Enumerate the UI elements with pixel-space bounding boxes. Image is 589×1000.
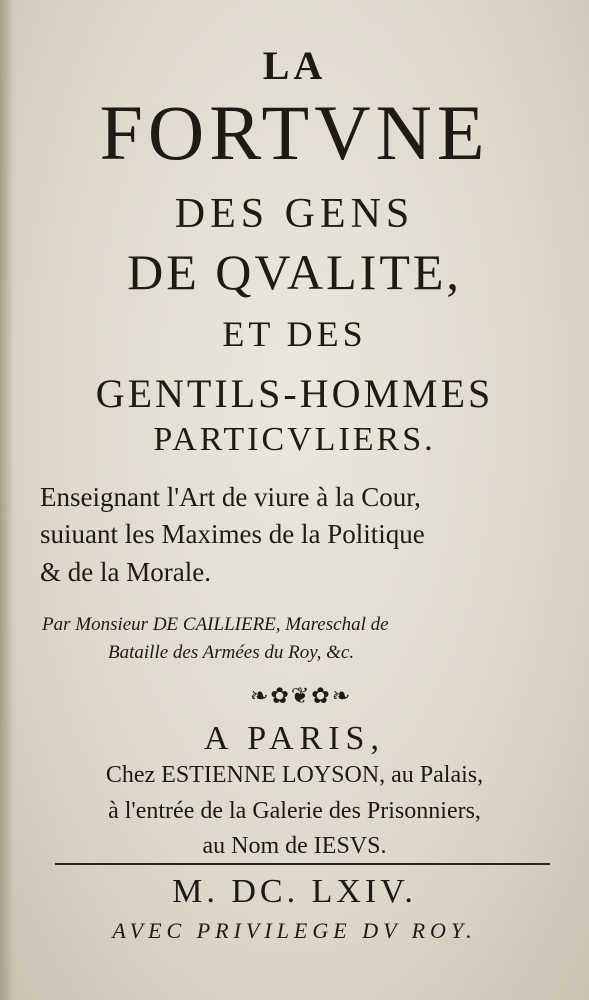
printer-ornament-icon: ❧✿❦✿❧: [250, 683, 353, 708]
title-line-6: GENTILS-HOMMES: [95, 371, 494, 416]
title-line-4: DE QVALITE,: [127, 244, 462, 300]
title-line-3: DES GENS: [174, 191, 415, 237]
horizontal-rule: [55, 863, 550, 865]
subtitle-line-2: suiuant les Maximes de la Politique: [40, 519, 425, 549]
author-line-1: Par Monsieur DE CAILLIERE, Mareschal de: [42, 614, 389, 635]
imprint-city: A PARIS,: [204, 720, 385, 757]
imprint-sign: au Nom de IESVS.: [202, 833, 387, 859]
royal-privilege: AVEC PRIVILEGE DV ROY.: [112, 918, 477, 943]
imprint-address: à l'entrée de la Galerie des Prisonniers,: [108, 798, 481, 824]
subtitle-line-3: & de la Morale.: [40, 557, 211, 587]
imprint-publisher: Chez ESTIENNE LOYSON, au Palais,: [105, 762, 484, 788]
title-line-5: ET DES: [222, 314, 367, 354]
title-line-1: LA: [262, 43, 327, 88]
author-line-2: Bataille des Armées du Roy, &c.: [108, 642, 355, 663]
publication-year: M. DC. LXIV.: [172, 873, 417, 910]
title-line-2: FORTVNE: [99, 89, 490, 176]
title-line-7: PARTICVLIERS.: [153, 421, 436, 458]
subtitle-line-1: Enseignant l'Art de viure à la Cour,: [40, 482, 421, 512]
